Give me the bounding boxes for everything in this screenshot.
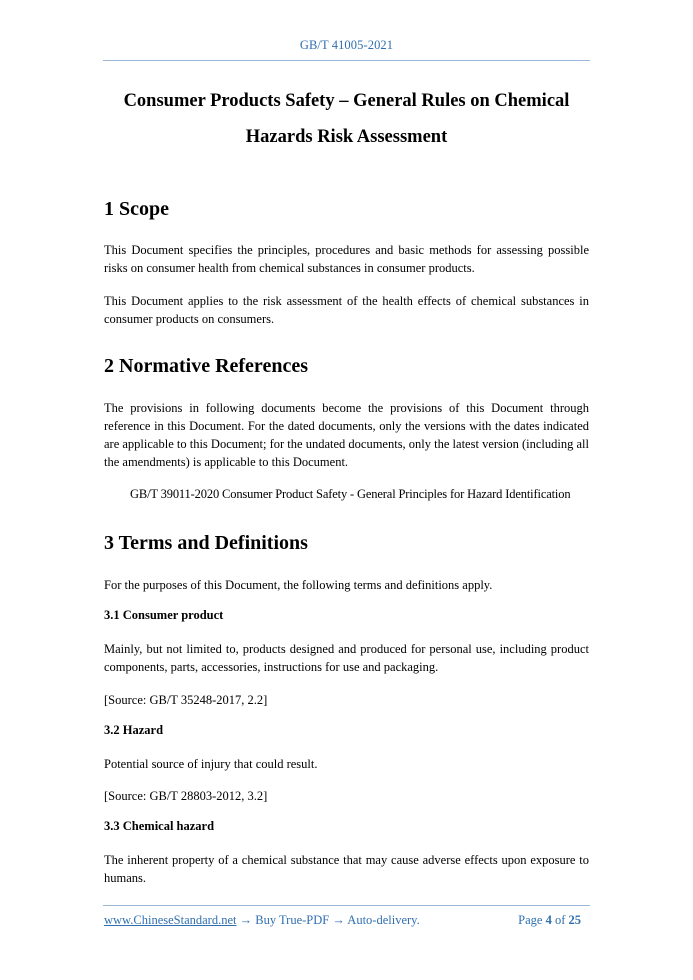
- term-heading-consumer-product: 3.1 Consumer product: [104, 608, 224, 622]
- term-definition-chemical-hazard: The inherent property of a chemical substance that may cause adverse effects upon exposure to humans.: [104, 853, 589, 885]
- header-divider: [103, 60, 590, 61]
- term-heading-chemical-hazard: 3.3 Chemical hazard: [104, 819, 215, 833]
- section-heading-terms-definitions: 3 Terms and Definitions: [104, 532, 308, 554]
- footer-divider: [103, 905, 590, 906]
- page-indicator: [518, 913, 581, 928]
- page-word: Page: [518, 913, 546, 927]
- footer-tagline: → Buy True-PDF → Auto-delivery.: [236, 913, 420, 927]
- term-source-consumer-product: [Source: GB/T 35248-2017, 2.2]: [104, 693, 268, 707]
- page-total: 25: [568, 913, 581, 927]
- page-footer: [104, 913, 589, 928]
- page-current: 4: [545, 913, 552, 927]
- section-heading-normative-references: 2 Normative References: [104, 355, 308, 377]
- normative-reference-item: GB/T 39011-2020 Consumer Product Safety - General Principles for Hazard Identification: [130, 487, 571, 501]
- document-title-line-2: Hazards Risk Assessment: [245, 127, 448, 147]
- footer-site-link[interactable]: www.ChineseStandard.net: [104, 913, 237, 927]
- term-source-hazard: [Source: GB/T 28803-2012, 3.2]: [104, 789, 268, 803]
- scope-paragraph-1: This Document specifies the principles, procedures and basic methods for assessing possible risks on consumer health from chemical substances in consumer products.: [104, 243, 589, 275]
- of-word: of: [551, 913, 569, 927]
- term-definition-consumer-product: Mainly, but not limited to, products designed and produced for personal use, including product components, parts, accessories, instructions for use and packaging.: [104, 642, 589, 674]
- term-heading-hazard: 3.2 Hazard: [104, 723, 164, 737]
- term-definition-hazard: Potential source of injury that could result.: [104, 757, 318, 771]
- scope-paragraph-2: This Document applies to the risk assessment of the health effects of chemical substances in consumer products on consumers.: [104, 294, 589, 326]
- section-heading-scope: 1 Scope: [104, 198, 169, 220]
- terms-intro: For the purposes of this Document, the following terms and definitions apply.: [104, 578, 493, 592]
- normative-paragraph: The provisions in following documents become the provisions of this Document through reference in this Document. For the dated documents, only the versions with the dates indicated are applicable to this Document; for the undated documents, only the latest version (including all the amendments) is applicable to this Document.: [104, 401, 589, 469]
- page-header-doc-id: GB/T 41005-2021: [299, 38, 394, 52]
- document-title-line-1: Consumer Products Safety – General Rules on Chemical: [123, 91, 570, 111]
